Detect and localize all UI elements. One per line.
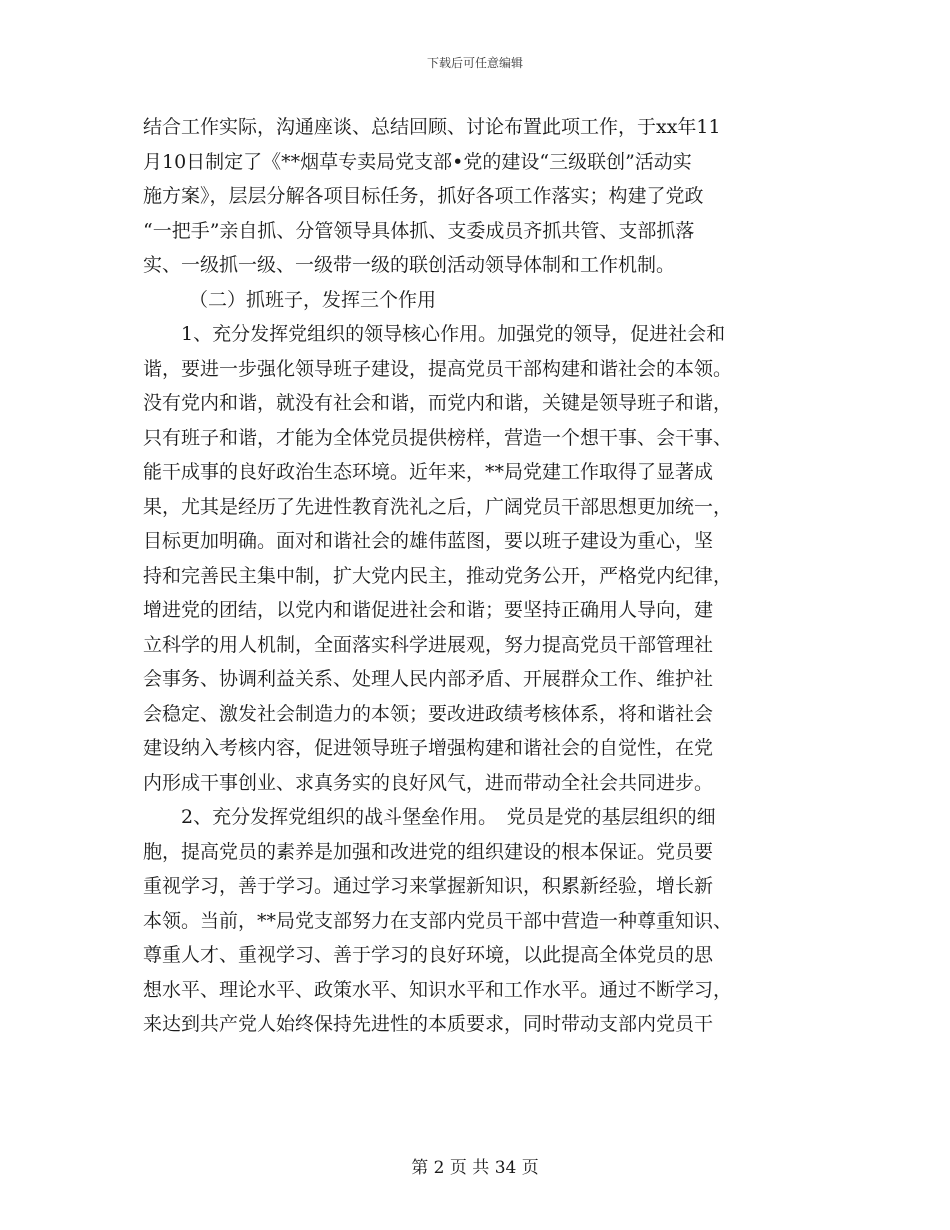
text-line: 持和完善民主集中制，扩大党内民主，推动党务公开，严格党内纪律， bbox=[143, 564, 733, 587]
text-line: 谐，要进一步强化领导班子建设，提高党员干部构建和谐社会的本领。 bbox=[143, 357, 733, 380]
text-line: 果，尤其是经历了先进性教育洗礼之后，广阔党员干部思想更加统一， bbox=[143, 495, 733, 518]
text-line: 增进党的团结，以党内和谐促进社会和谐；要坚持正确用人导向，建 bbox=[143, 599, 714, 621]
text-line: 会事务、协调利益关系、处理人民内部矛盾、开展群众工作、维护社 bbox=[143, 668, 714, 690]
text-line: 重视学习，善于学习。通过学习来掌握新知识，积累新经验，增长新 bbox=[143, 875, 714, 897]
text-line: 内形成干事创业、求真务实的良好风气，进而带动全社会共同进步。 bbox=[143, 771, 714, 794]
document-body bbox=[143, 110, 807, 1042]
text-line: 能干成事的良好政治生态环境。近年来，**局党建工作取得了显著成 bbox=[143, 461, 714, 483]
text-line: 只有班子和谐，才能为全体党员提供榜样，营造一个想干事、会干事、 bbox=[143, 426, 733, 449]
text-line: 立科学的用人机制，全面落实科学进展观，努力提高党员干部管理社 bbox=[143, 633, 714, 656]
text-line: 会稳定、激发社会制造力的本领；要改进政绩考核体系，将和谐社会 bbox=[143, 702, 714, 725]
text-line: 尊重人才、重视学习、善于学习的良好环境，以此提高全体党员的思 bbox=[143, 944, 714, 966]
page-header: 下载后可任意编辑 bbox=[426, 56, 523, 70]
text-line: 实、一级抓一级、一级带一级的联创活动领导体制和工作机制。 bbox=[143, 254, 676, 276]
text-line: 施方案》，层层分解各项目标任务，抓好各项工作落实；构建了党政 bbox=[143, 185, 704, 207]
text-line: 来达到共产党人始终保持先进性的本质要求，同时带动支部内党员干 bbox=[143, 1013, 714, 1035]
text-line: “一把手”亲自抓、分管领导具体抓、支委成员齐抓共管、支部抓落 bbox=[143, 219, 695, 242]
text-line: 本领。当前，**局党支部努力在支部内党员干部中营造一种尊重知识、 bbox=[143, 909, 733, 932]
text-line: 目标更加明确。面对和谐社会的雄伟蓝图，要以班子建设为重心，坚 bbox=[143, 530, 714, 552]
text-line: 月10日制定了《**烟草专卖局党支部•党的建设“三级联创”活动实 bbox=[143, 150, 692, 173]
text-line: 没有党内和谐，就没有社会和谐，而党内和谐，关键是领导班子和谐， bbox=[143, 392, 733, 414]
text-line: 结合工作实际，沟通座谈、总结回顾、讨论布置此项工作，于xx年11 bbox=[143, 116, 721, 138]
text-line: 建设纳入考核内容，促进领导班子增强构建和谐社会的自觉性，在党 bbox=[143, 737, 714, 759]
text-line: 想水平、理论水平、政策水平、知识水平和工作水平。通过不断学习， bbox=[143, 978, 733, 1001]
paragraph-start: 1、充分发挥党组织的领导核心作用。加强党的领导，促进社会和 bbox=[181, 323, 726, 345]
section-heading: （二）抓班子，发挥三个作用 bbox=[189, 288, 437, 311]
text-line: 胞，提高党员的素养是加强和改进党的组织建设的根本保证。党员要 bbox=[143, 840, 714, 863]
paragraph-start: 2、充分发挥党组织的战斗堡垒作用。 党员是党的基层组织的细 bbox=[181, 806, 716, 828]
page-number-footer: 第 2 页 共 34 页 bbox=[411, 1158, 539, 1178]
